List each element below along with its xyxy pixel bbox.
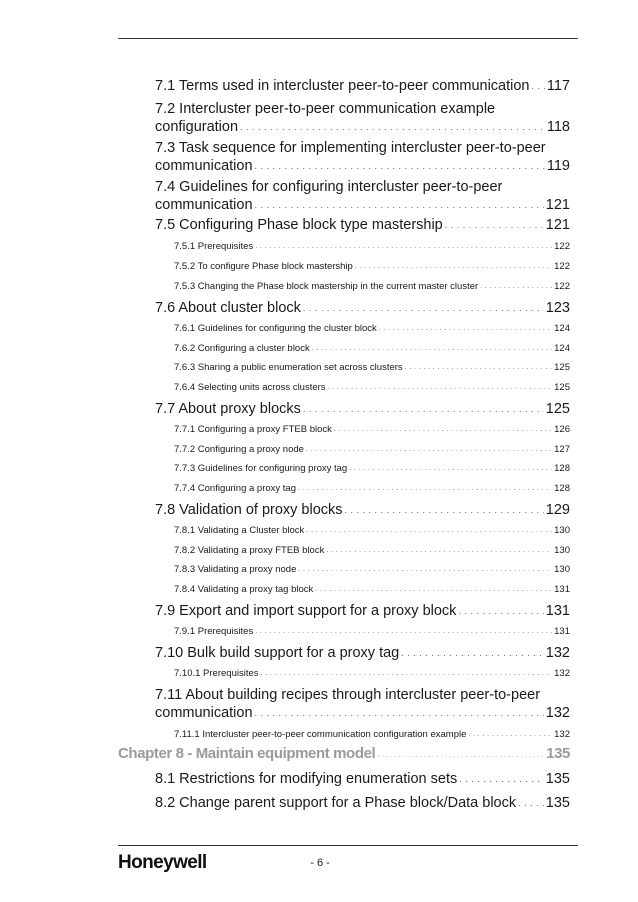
honeywell-logo: Honeywell [118, 852, 207, 873]
toc-entry-line [155, 501, 570, 519]
toc-entry-line [174, 564, 570, 576]
toc-page-number: 121 [545, 217, 570, 233]
dot-leader [298, 483, 552, 495]
toc-entry[interactable] [174, 564, 570, 576]
toc-chapter-entry[interactable] [118, 745, 570, 763]
toc-entry-line [174, 281, 570, 293]
toc-entry-line [174, 343, 570, 355]
toc-entry-title: communication [155, 158, 253, 174]
toc-page-number: 119 [546, 158, 570, 174]
toc-entry[interactable] [174, 261, 570, 273]
dot-leader [379, 323, 552, 335]
dot-leader [312, 343, 552, 355]
dot-leader [345, 501, 544, 519]
toc-entry-line [174, 241, 570, 253]
dot-leader [240, 118, 545, 136]
toc-entry[interactable] [174, 483, 570, 495]
toc-page-number: 126 [554, 424, 570, 435]
toc-entry-line [174, 626, 570, 638]
toc-entry-line [155, 400, 570, 418]
toc-page-number: 135 [545, 795, 570, 811]
toc-entry[interactable] [174, 584, 570, 596]
dot-leader [334, 424, 552, 436]
dot-leader [303, 400, 544, 418]
toc-entry-line [155, 216, 570, 234]
toc-entry-title: 7.4 Guidelines for configuring intercluster peer-to-peer [155, 179, 503, 195]
toc-page-number: 127 [554, 444, 570, 455]
dot-leader [401, 644, 544, 662]
toc-page-number: 131 [545, 603, 570, 619]
page-number: - 6 - [310, 857, 330, 869]
dot-leader [518, 794, 544, 812]
toc-entry-title: 7.7 About proxy blocks [155, 401, 301, 417]
toc-entry[interactable] [174, 525, 570, 537]
toc-entry-line [174, 668, 570, 680]
dot-leader [255, 157, 545, 175]
toc-entry-title: 8.1 Restrictions for modifying enumeration sets [155, 771, 458, 787]
dot-leader [303, 299, 544, 317]
toc-entry-title: 7.11.1 Intercluster peer-to-peer communication configuration example [174, 729, 467, 740]
dot-leader [480, 281, 552, 293]
dot-leader [326, 545, 552, 557]
dot-leader [459, 770, 544, 788]
toc-entry-line [174, 444, 570, 456]
toc-entry-line [174, 382, 570, 394]
toc-page-number: 131 [554, 626, 570, 637]
toc-entry-title: 7.6 About cluster block [155, 300, 301, 316]
toc-entry-title: 7.8.4 Validating a proxy tag block [174, 584, 314, 595]
toc-entry-line [155, 299, 570, 317]
toc-entry-title: 7.3 Task sequence for implementing intercluster peer-to-peer [155, 140, 546, 156]
dot-leader [255, 704, 544, 722]
toc-entry[interactable] [155, 400, 570, 418]
toc-entry-title: communication [155, 197, 253, 213]
toc-entry-title: 8.2 Change parent support for a Phase block/Data block [155, 795, 517, 811]
toc-entry-title: 7.1 Terms used in intercluster peer-to-peer communication [155, 78, 530, 94]
dot-leader [328, 382, 553, 394]
toc-entry[interactable] [155, 501, 570, 519]
toc-page-number: 122 [554, 241, 570, 252]
toc-entry-title: 7.5.2 To configure Phase block mastership [174, 261, 353, 272]
toc-page-number: 128 [554, 483, 570, 494]
toc-page-number: 130 [554, 545, 570, 556]
toc-entry-title: 7.7.1 Configuring a proxy FTEB block [174, 424, 332, 435]
dot-leader [445, 216, 544, 234]
toc-page-number: 132 [545, 645, 570, 661]
toc-entry-title: 7.2 Intercluster peer-to-peer communication example [155, 101, 496, 117]
dot-leader [306, 444, 552, 456]
toc-entry-line [155, 100, 570, 118]
toc-entry-title: 7.7.3 Guidelines for configuring proxy tag [174, 463, 348, 474]
toc-entry-line [155, 157, 570, 175]
toc-page-number: 132 [554, 729, 570, 740]
toc-page-number: 125 [554, 362, 570, 373]
dot-leader [306, 525, 552, 537]
toc-page-number: 135 [545, 771, 570, 787]
toc-entry-title: communication [155, 705, 253, 721]
toc-entry-line [155, 644, 570, 662]
toc-page-number: 131 [554, 584, 570, 595]
toc-page-number: 124 [554, 343, 570, 354]
dot-leader [458, 602, 543, 620]
toc-entry-title: 7.5.3 Changing the Phase block mastership in the current master cluster [174, 281, 479, 292]
toc-entry-title: 7.8 Validation of proxy blocks [155, 502, 343, 518]
toc-page-number: 121 [545, 197, 570, 213]
toc-entry-line [155, 794, 570, 812]
toc-entry[interactable] [174, 626, 570, 638]
dot-leader [255, 626, 552, 638]
toc-entry[interactable] [174, 382, 570, 394]
toc-entry-line [155, 770, 570, 788]
toc-entry-line [174, 424, 570, 436]
toc-entry-title: 7.9.1 Prerequisites [174, 626, 254, 637]
toc-entry[interactable] [155, 299, 570, 317]
toc-page-number: 132 [545, 705, 570, 721]
toc-entry[interactable] [174, 323, 570, 335]
toc-page-number: 123 [545, 300, 570, 316]
toc-entry-title: 7.6.2 Configuring a cluster block [174, 343, 310, 354]
toc-entry[interactable] [174, 668, 570, 680]
toc-entry-line [174, 463, 570, 475]
toc-entry[interactable] [155, 139, 570, 175]
toc-entry[interactable] [155, 178, 570, 214]
toc-entry-line [174, 545, 570, 557]
dot-leader [261, 668, 553, 680]
toc-entry-line [174, 362, 570, 374]
toc-page-number: 128 [554, 463, 570, 474]
toc-entry-title: 7.9 Export and import support for a proxy block [155, 603, 457, 619]
toc-page-number: 125 [545, 401, 570, 417]
toc-entry[interactable] [155, 216, 570, 234]
toc-entry-line [118, 745, 570, 763]
dot-leader [298, 564, 552, 576]
dot-leader [349, 463, 552, 475]
toc-entry[interactable] [174, 545, 570, 557]
dot-leader [355, 261, 552, 273]
toc-page-number: 130 [554, 525, 570, 536]
toc-entry-title: 7.6.3 Sharing a public enumeration set across clusters [174, 362, 403, 373]
toc-entry[interactable] [174, 362, 570, 374]
toc-entry-title: 7.7.4 Configuring a proxy tag [174, 483, 296, 494]
toc-entry[interactable] [155, 770, 570, 788]
toc-entry[interactable] [174, 444, 570, 456]
toc-entry-line [174, 261, 570, 273]
dot-leader [468, 729, 552, 741]
toc-page-number: 118 [546, 119, 570, 135]
toc-page-number: 135 [546, 745, 570, 762]
toc-entry-line [155, 602, 570, 620]
toc-entry-line [174, 584, 570, 596]
toc-entry-line [155, 196, 570, 214]
toc-page-number: 124 [554, 323, 570, 334]
toc-entry-title: 7.8.3 Validating a proxy node [174, 564, 297, 575]
toc-entry-title: 7.5.1 Prerequisites [174, 241, 254, 252]
toc-entry[interactable] [155, 77, 570, 95]
toc-entry-line [155, 704, 570, 722]
dot-leader [255, 241, 552, 253]
dot-leader [405, 362, 552, 374]
toc-entry-line [155, 77, 570, 95]
toc-page-number: 132 [554, 668, 570, 679]
toc-entry[interactable] [174, 241, 570, 253]
toc-entry[interactable] [155, 686, 570, 722]
dot-leader [377, 745, 544, 763]
toc-entry-title: 7.8.2 Validating a proxy FTEB block [174, 545, 325, 556]
toc-page-number: 117 [546, 78, 570, 94]
toc-entry-title: 7.7.2 Configuring a proxy node [174, 444, 304, 455]
toc-entry-line [174, 323, 570, 335]
toc-entry-title: configuration [155, 119, 239, 135]
toc-page-number: 122 [554, 281, 570, 292]
toc-entry-line [155, 118, 570, 136]
footer-rule [118, 845, 578, 846]
toc-entry[interactable] [155, 644, 570, 662]
toc-entry-title: 7.6.1 Guidelines for configuring the cluster block [174, 323, 377, 334]
toc-entry-line [174, 525, 570, 537]
toc-entry-title: 7.11 About building recipes through intercluster peer-to-peer [155, 687, 541, 703]
dot-leader [315, 584, 552, 596]
toc-entry[interactable] [174, 729, 570, 741]
toc-entry[interactable] [174, 424, 570, 436]
toc-entry[interactable] [155, 602, 570, 620]
toc-entry-line [155, 686, 570, 704]
toc-page-number: 130 [554, 564, 570, 575]
toc-entry-title: 7.6.4 Selecting units across clusters [174, 382, 326, 393]
toc-page-number: 122 [554, 261, 570, 272]
dot-leader [255, 196, 544, 214]
toc-entry-title: 7.8.1 Validating a Cluster block [174, 525, 305, 536]
toc-entry[interactable] [174, 281, 570, 293]
dot-leader [532, 77, 545, 95]
toc-entry-line [174, 729, 570, 741]
toc-entry[interactable] [174, 343, 570, 355]
toc-entry-line [155, 178, 570, 196]
toc-entry-title: 7.10.1 Prerequisites [174, 668, 259, 679]
toc-entry[interactable] [174, 463, 570, 475]
toc-page-number: 125 [554, 382, 570, 393]
toc-entry-title: Chapter 8 - Maintain equipment model [118, 745, 376, 762]
toc-entry-line [155, 139, 570, 157]
toc-page-number: 129 [545, 502, 570, 518]
toc-entry-title: 7.5 Configuring Phase block type mastership [155, 217, 443, 233]
toc-entry-line [174, 483, 570, 495]
toc-entry[interactable] [155, 100, 570, 136]
toc-entry-title: 7.10 Bulk build support for a proxy tag [155, 645, 400, 661]
toc-entry[interactable] [155, 794, 570, 812]
